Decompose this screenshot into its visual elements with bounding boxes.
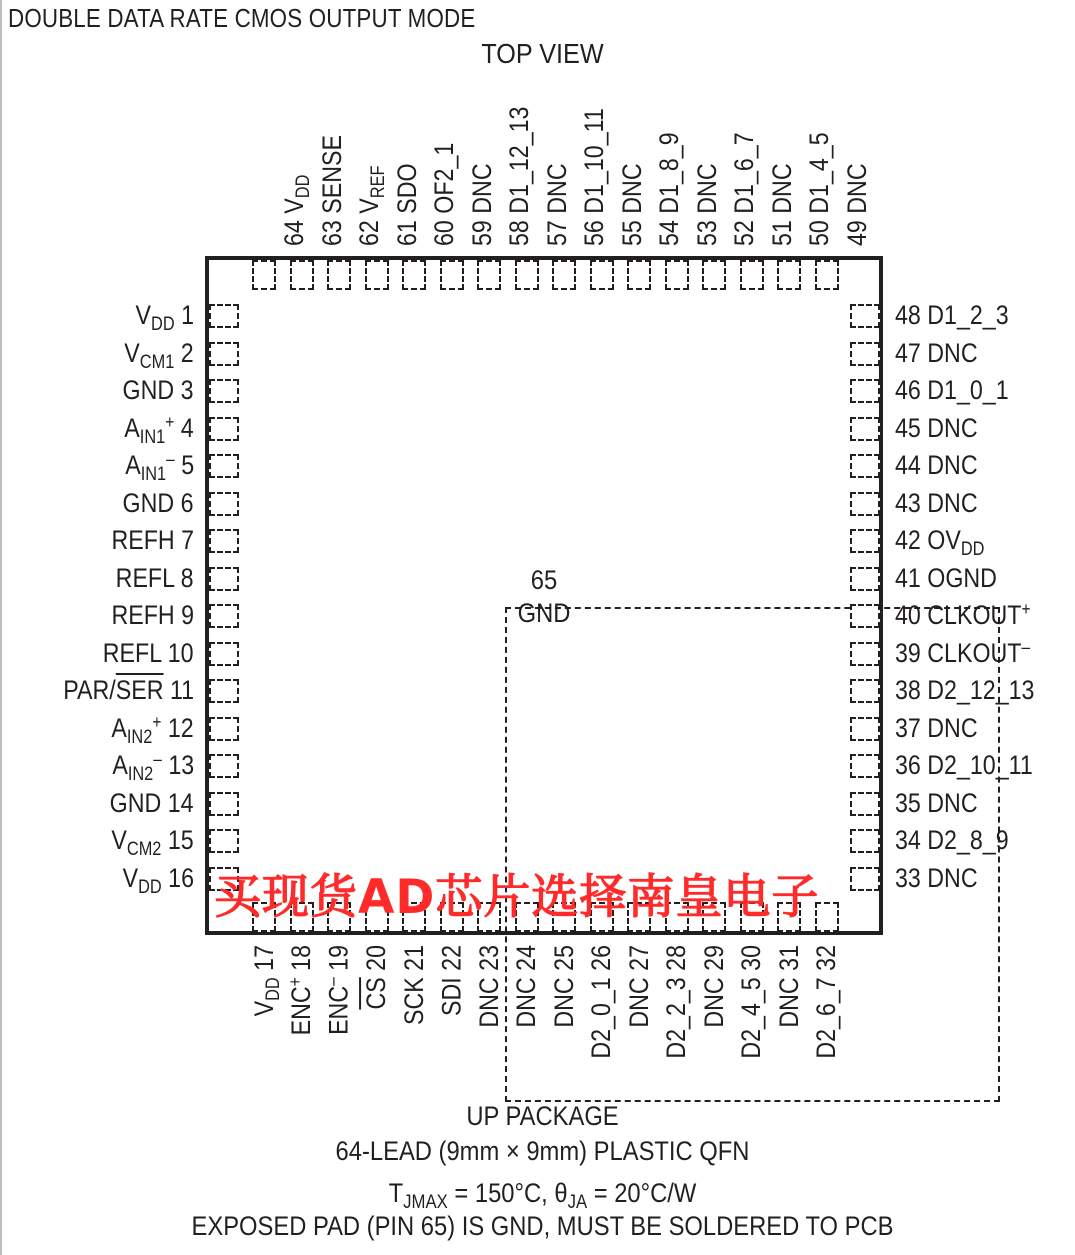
pin-name: DNC (474, 977, 504, 1028)
pin-name: DNC (766, 163, 797, 214)
pin-label-50 (804, 132, 834, 246)
pin-label-4 (124, 411, 194, 448)
pin-name: D1_4_5 (804, 132, 834, 214)
pin-label-31 (774, 945, 804, 1028)
exposed-pad-name: GND (517, 598, 571, 628)
pin-name: SDO (391, 163, 422, 214)
pin-pad-5 (209, 454, 239, 478)
pin-number: 62 (354, 213, 384, 246)
pin-number: 54 (654, 213, 684, 246)
pin-number: 58 (504, 213, 534, 246)
pin-label-46 (895, 375, 1009, 405)
pin-label-62 (354, 165, 389, 246)
pin-name: V (124, 337, 141, 368)
tjmax-symbol: T (388, 1178, 404, 1208)
pin-number: 11 (163, 675, 194, 705)
pin-pad-55 (590, 260, 614, 290)
pin-number: 43 (895, 487, 928, 518)
pin-label-30 (737, 945, 767, 1059)
pin-label-12 (111, 711, 194, 748)
pin-name: D1_2_3 (927, 300, 1009, 330)
pin-label-44 (895, 450, 978, 480)
pin-number: 48 (895, 300, 928, 330)
theta-symbol: θ (554, 1178, 568, 1208)
pin-pad-62 (327, 260, 351, 290)
pin-subscript: IN1 (140, 426, 166, 448)
pin-number: 35 (895, 787, 928, 818)
pin-pad-48 (850, 304, 880, 328)
pin-number: 33 (895, 862, 928, 893)
pin-number: 61 (391, 213, 422, 246)
pin-label-43 (895, 488, 978, 518)
pin-number: 29 (699, 945, 729, 978)
pin-label-3 (123, 375, 194, 405)
pin-pad-39 (850, 642, 880, 666)
pin-pad-1 (209, 304, 239, 328)
pin-number: 44 (895, 450, 928, 480)
pin-label-49 (842, 163, 872, 246)
pin-label-41 (895, 563, 997, 593)
pin-label-5 (125, 449, 194, 485)
pin-name: ENC (324, 985, 354, 1035)
pin-name: REFH (111, 600, 175, 630)
pin-number: 38 (895, 675, 928, 705)
pin-label-45 (895, 413, 978, 443)
pin-pad-50 (777, 260, 801, 290)
pin-name: V (354, 198, 384, 214)
pin-number: 14 (161, 787, 194, 818)
pin-number: 21 (399, 945, 429, 978)
pin-name: D1_8_9 (654, 132, 684, 214)
pin-pad-43 (850, 492, 880, 516)
pin-number: 64 (279, 213, 309, 246)
pin-superscript: + (285, 977, 306, 987)
pin-superscript: + (152, 711, 162, 732)
pin-name: ENC (286, 986, 317, 1036)
pin-name: D2_8_9 (927, 825, 1009, 855)
pin-number: 52 (729, 213, 759, 246)
pin-name: SDI (436, 977, 467, 1017)
pin-subscript: DD (263, 977, 284, 1001)
pin-name: DNC (624, 977, 654, 1028)
pin-pad-11 (209, 679, 239, 703)
pin-number: 6 (174, 487, 194, 518)
pin-number: 3 (174, 375, 194, 405)
pin-label-64 (279, 174, 314, 246)
pin-label-60 (429, 143, 459, 246)
pin-label-15 (111, 825, 194, 860)
pin-number: 16 (161, 862, 194, 893)
pin-name: CLKOUT (927, 637, 1022, 668)
pin-number: 20 (361, 945, 392, 978)
pin-label-27 (624, 945, 654, 1028)
pin-name: V (135, 300, 152, 330)
tjmax-subscript: JMAX (403, 1192, 448, 1213)
pin-name: DNC (549, 977, 579, 1028)
pin-label-10 (103, 638, 194, 668)
package-name: UP PACKAGE (466, 1101, 619, 1131)
pin-pad-15 (209, 829, 239, 853)
pin-label-34 (895, 825, 1009, 855)
pin-pad-14 (209, 792, 239, 816)
pin-superscript: – (153, 749, 162, 769)
pin-pad-3 (209, 379, 239, 403)
pin-name: CLKOUT (927, 600, 1022, 630)
pin-label-57 (542, 163, 572, 246)
pin-subscript: DD (138, 876, 162, 898)
pin-number: 41 (895, 562, 928, 593)
pin-pad-42 (850, 529, 880, 553)
pin-pad-37 (850, 717, 880, 741)
pin-pad-57 (515, 260, 539, 290)
pin-name: SCK (399, 977, 429, 1026)
pin-number: 17 (249, 945, 279, 978)
pin-label-40 (895, 600, 1031, 630)
pin-label-8 (116, 563, 194, 593)
pin-pad-61 (365, 260, 389, 290)
pin-pad-40 (850, 604, 880, 628)
pin-label-26 (587, 945, 617, 1059)
pin-number: 23 (474, 945, 504, 978)
pin-subscript: REF (368, 165, 389, 199)
pin-label-14 (110, 788, 194, 818)
pin-name: REFL (103, 637, 162, 668)
pin-subscript: DD (151, 314, 175, 335)
pin-name: A (124, 412, 141, 443)
pin-name: GND (123, 375, 175, 405)
pin-label-29 (699, 945, 729, 1028)
pin-label-13 (112, 749, 194, 785)
pin-name: DNC (927, 712, 978, 743)
pin-subscript: CM1 (140, 351, 175, 373)
pin-subscript: IN2 (127, 726, 153, 748)
pin-name: A (112, 750, 128, 780)
pin-label-59 (467, 163, 497, 246)
pin-pad-36 (850, 754, 880, 778)
pin-number: 26 (586, 945, 617, 978)
pin-number: 53 (691, 213, 722, 246)
pin-subscript: IN1 (140, 464, 167, 485)
pin-name: V (111, 825, 128, 855)
pin-number: 36 (895, 750, 928, 780)
pin-superscript: – (1021, 636, 1031, 657)
pin-name: DNC (927, 487, 978, 518)
pin-superscript: – (323, 977, 343, 986)
package-description: 64-LEAD (9mm × 9mm) PLASTIC QFN (335, 1136, 750, 1166)
pin-name: OV (927, 525, 961, 555)
pin-pad-7 (209, 529, 239, 553)
pin-label-24 (512, 945, 542, 1028)
diagram-header: DOUBLE DATA RATE CMOS OUTPUT MODE (8, 3, 476, 33)
pin-pad-63 (290, 260, 314, 290)
pin-pad-46 (850, 379, 880, 403)
pin-name: D1_12_13 (504, 106, 534, 214)
pin-subscript: DD (960, 539, 985, 560)
pin-pad-47 (850, 342, 880, 366)
pin-name: OF2_1 (429, 142, 459, 214)
pin-subscript: DD (293, 174, 314, 199)
pin-name: DNC (927, 337, 978, 368)
pin-label-58 (504, 107, 534, 246)
pin-number: 45 (895, 412, 928, 443)
pin-name: DNC (927, 787, 978, 818)
pin-number: 37 (895, 712, 928, 743)
pin-pad-54 (627, 260, 651, 290)
thermal-spec (65, 1178, 1020, 1213)
pin-name: PAR/ (63, 675, 116, 705)
pin-name: DNC (699, 977, 729, 1028)
pin-name: SENSE (316, 134, 347, 214)
pin-name: D2_6_7 (811, 977, 842, 1059)
pin-name: D1_6_7 (729, 132, 759, 214)
pin-pad-51 (740, 260, 764, 290)
pin-label-48 (895, 300, 1009, 330)
pin-pad-4 (209, 417, 239, 441)
pin-label-39 (895, 638, 1030, 668)
exposed-pad-number: 65 (530, 565, 558, 595)
theta-subscript: JA (567, 1192, 588, 1213)
pin-label-19 (324, 945, 354, 1035)
pin-label-18 (287, 945, 317, 1035)
pin-pad-9 (209, 604, 239, 628)
pin-number: 2 (174, 337, 194, 368)
pin-label-21 (399, 945, 429, 1025)
pin-pad-53 (665, 260, 689, 290)
pin-number: 13 (161, 750, 194, 780)
pin-number: 25 (549, 945, 579, 978)
pin-name: D2_12_13 (927, 675, 1035, 705)
pin-number: 57 (541, 213, 572, 246)
pin-name: REFL (116, 562, 175, 593)
pin-number: 46 (895, 375, 928, 405)
pin-number: 40 (895, 600, 928, 630)
pin-label-53 (692, 163, 722, 246)
pin-label-63 (317, 135, 347, 246)
pin-number: 30 (736, 945, 767, 978)
pin-name: V (279, 198, 309, 214)
pin-pad-38 (850, 679, 880, 703)
pin-name: D2_0_1 (586, 977, 617, 1059)
pin-pad-12 (209, 717, 239, 741)
pin-name: V (122, 862, 139, 893)
pin-label-35 (895, 788, 978, 818)
pin-pad-59 (440, 260, 464, 290)
pin-label-16 (122, 862, 194, 898)
watermark-text: 买现货AD芯片选择南皇电子 (214, 870, 820, 925)
pin-number: 49 (841, 213, 872, 246)
pin-pad-8 (209, 567, 239, 591)
pin-name: DNC (511, 977, 542, 1028)
pin-number: 9 (174, 600, 194, 630)
pin-label-22 (437, 945, 467, 1016)
pin-label-33 (895, 863, 978, 893)
pin-label-54 (654, 132, 684, 246)
pin-name: DNC (616, 163, 647, 214)
pin-name: DNC (927, 450, 978, 480)
pin-label-56 (579, 108, 609, 246)
pin-name: D2_4_5 (736, 977, 767, 1059)
pin-pad-2 (209, 342, 239, 366)
pin-label-11 (63, 675, 194, 705)
pin-label-37 (895, 713, 978, 743)
pin-number: 4 (174, 412, 194, 443)
pin-label-2 (124, 337, 194, 373)
pin-label-6 (123, 488, 194, 518)
pin-number: 59 (466, 213, 497, 246)
pin-label-36 (895, 750, 1033, 780)
pin-name: GND (110, 787, 162, 818)
pin-name: GND (123, 487, 175, 518)
pin-pad-44 (850, 454, 880, 478)
pin-number: 50 (804, 213, 834, 246)
pin-name: D1_0_1 (927, 375, 1009, 405)
pin-number: 22 (436, 945, 467, 978)
pin-label-23 (474, 945, 504, 1028)
pin-pad-45 (850, 417, 880, 441)
pin-label-1 (135, 300, 194, 335)
pin-name-overbar: $\overline{CS}$ (361, 977, 392, 1010)
pin-number: 63 (316, 213, 347, 246)
pin-number: 1 (174, 300, 194, 330)
pin-pad-56 (552, 260, 576, 290)
pin-pad-49 (815, 260, 839, 290)
view-label: TOP VIEW (481, 38, 604, 69)
pin-pad-64 (252, 260, 276, 290)
pin-pad-10 (209, 642, 239, 666)
pin-number: 47 (895, 337, 928, 368)
pin-label-47 (895, 338, 978, 368)
pin-superscript: + (165, 411, 175, 432)
pin-pad-52 (702, 260, 726, 290)
exposed-pad-label (456, 564, 632, 630)
pin-number: 24 (511, 945, 542, 978)
tjmax-value: = 150°C, (447, 1178, 555, 1208)
pin-number: 15 (161, 825, 194, 855)
pin-name: A (125, 450, 141, 480)
pin-pad-58 (477, 260, 501, 290)
pin-number: 55 (616, 213, 647, 246)
pin-name: V (249, 1000, 279, 1017)
pin-label-55 (617, 163, 647, 246)
exposed-pad-note: EXPOSED PAD (PIN 65) IS GND, MUST BE SOLDERED TO PCB (191, 1211, 894, 1241)
pin-name: A (111, 712, 128, 743)
pin-label-17 (249, 945, 284, 1017)
pin-name: DNC (466, 163, 497, 214)
pin-number: 8 (174, 562, 194, 593)
pin-name: DNC (541, 163, 572, 214)
pin-name-overbar: $\overline{SER}$ (115, 675, 164, 705)
pin-number: 7 (174, 525, 194, 555)
pin-number: 19 (324, 945, 354, 978)
pin-pad-6 (209, 492, 239, 516)
pin-number: 32 (811, 945, 842, 978)
pin-name: D2_10_11 (927, 750, 1033, 780)
theta-value: = 20°C/W (587, 1178, 697, 1208)
pin-label-42 (895, 525, 985, 560)
pin-number: 5 (174, 450, 194, 480)
pin-label-20 (362, 945, 392, 1010)
pin-name: DNC (774, 977, 804, 1028)
pin-name: DNC (841, 163, 872, 214)
pin-number: 42 (895, 525, 928, 555)
pin-name: D2_2_3 (661, 977, 692, 1059)
pin-number: 31 (774, 945, 804, 978)
pin-name: DNC (927, 412, 978, 443)
pin-name: DNC (691, 163, 722, 214)
pin-label-25 (549, 945, 579, 1028)
pin-number: 56 (579, 213, 609, 246)
pin-number: 10 (161, 637, 194, 668)
pin-number: 39 (895, 637, 928, 668)
pin-pad-13 (209, 754, 239, 778)
pin-name: REFH (111, 525, 175, 555)
pin-name: D1_10_11 (579, 108, 609, 214)
pin-label-38 (895, 675, 1034, 705)
pin-superscript: – (166, 449, 175, 469)
pin-number: 60 (429, 213, 459, 246)
pin-label-52 (729, 132, 759, 246)
pin-subscript: IN2 (127, 764, 154, 785)
pin-label-9 (111, 600, 194, 630)
pin-pad-41 (850, 567, 880, 591)
pin-number: 28 (661, 945, 692, 978)
pin-name: OGND (927, 562, 997, 593)
pin-number: 51 (766, 213, 797, 246)
pin-number: 27 (624, 945, 654, 978)
pin-subscript: CM2 (127, 839, 162, 860)
pin-number: 34 (895, 825, 928, 855)
pin-label-7 (111, 525, 194, 555)
pin-pad-60 (402, 260, 426, 290)
pin-label-32 (812, 945, 842, 1059)
pin-pad-35 (850, 792, 880, 816)
pin-label-28 (662, 945, 692, 1059)
pin-number: 12 (161, 712, 194, 743)
pin-pad-34 (850, 829, 880, 853)
pin-number: 18 (286, 945, 317, 978)
pin-label-51 (767, 163, 797, 246)
pin-name: DNC (927, 862, 978, 893)
frame-left-edge (0, 0, 2, 1255)
pin-label-61 (392, 163, 422, 246)
pin-superscript: + (1021, 599, 1031, 619)
